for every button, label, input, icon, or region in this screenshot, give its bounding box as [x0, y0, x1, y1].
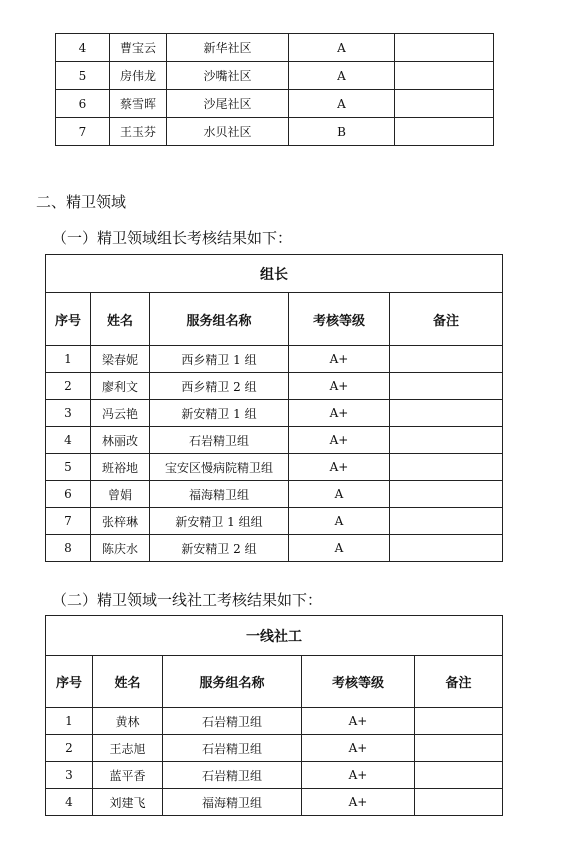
column-header: 序号 [46, 656, 93, 708]
row-number: 3 [46, 400, 91, 427]
grade: A+ [302, 708, 415, 735]
table-row [46, 400, 503, 427]
section-heading: 二、精卫领域 [36, 193, 127, 211]
row-number: 8 [46, 535, 91, 562]
table-title: 组长 [46, 255, 503, 293]
column-header: 姓名 [93, 656, 163, 708]
row-number: 2 [46, 373, 91, 400]
row-number: 1 [46, 346, 91, 373]
table-row [46, 535, 503, 562]
row-number: 4 [46, 789, 93, 816]
note [390, 346, 503, 373]
person-name: 陈庆水 [91, 535, 150, 562]
row-number: 7 [56, 118, 110, 146]
note [390, 400, 503, 427]
table-row [46, 427, 503, 454]
community-name: 新华社区 [167, 34, 289, 62]
group-name: 石岩精卫组 [150, 427, 289, 454]
row-number: 4 [56, 34, 110, 62]
person-name: 林丽改 [91, 427, 150, 454]
note [415, 762, 503, 789]
workers-result-table [45, 615, 503, 816]
person-name: 班裕地 [91, 454, 150, 481]
grade: A [289, 481, 390, 508]
table-row [46, 454, 503, 481]
grade: B [289, 118, 395, 146]
group-name: 福海精卫组 [150, 481, 289, 508]
person-name: 曾娟 [91, 481, 150, 508]
column-header: 服务组名称 [150, 293, 289, 346]
row-number: 5 [46, 454, 91, 481]
group-name: 宝安区慢病院精卫组 [150, 454, 289, 481]
row-number: 7 [46, 508, 91, 535]
person-name: 曹宝云 [110, 34, 167, 62]
community-name: 沙嘴社区 [167, 62, 289, 90]
table-row [56, 34, 494, 62]
grade: A [289, 535, 390, 562]
grade: A [289, 62, 395, 90]
grade: A+ [289, 346, 390, 373]
table-row [46, 708, 503, 735]
person-name: 梁春妮 [91, 346, 150, 373]
table-row [46, 508, 503, 535]
grade: A+ [289, 454, 390, 481]
row-number: 6 [46, 481, 91, 508]
note [390, 373, 503, 400]
group-name: 新安精卫 2 组 [150, 535, 289, 562]
table-row [46, 789, 503, 816]
community-name: 沙尾社区 [167, 90, 289, 118]
grade: A [289, 34, 395, 62]
note [415, 789, 503, 816]
note [395, 118, 494, 146]
row-number: 4 [46, 427, 91, 454]
person-name: 黄林 [93, 708, 163, 735]
grade: A+ [302, 789, 415, 816]
group-name: 西乡精卫 2 组 [150, 373, 289, 400]
column-header: 备注 [390, 293, 503, 346]
table-row [46, 481, 503, 508]
row-number: 6 [56, 90, 110, 118]
grade: A+ [302, 762, 415, 789]
column-header: 序号 [46, 293, 91, 346]
subsection-heading-workers: （二）精卫领域一线社工考核结果如下： [52, 591, 323, 609]
note [390, 427, 503, 454]
note [390, 535, 503, 562]
note [390, 508, 503, 535]
person-name: 蔡雪晖 [110, 90, 167, 118]
group-name: 石岩精卫组 [163, 762, 302, 789]
table-row [46, 373, 503, 400]
note [390, 454, 503, 481]
row-number: 2 [46, 735, 93, 762]
table-title: 一线社工 [46, 616, 503, 656]
group-name: 新安精卫 1 组组 [150, 508, 289, 535]
group-name: 福海精卫组 [163, 789, 302, 816]
table-row [46, 735, 503, 762]
person-name: 冯云艳 [91, 400, 150, 427]
table-row [56, 118, 494, 146]
grade: A+ [302, 735, 415, 762]
group-name: 新安精卫 1 组 [150, 400, 289, 427]
note [395, 90, 494, 118]
table-row [46, 762, 503, 789]
person-name: 蓝平香 [93, 762, 163, 789]
person-name: 王志旭 [93, 735, 163, 762]
note [415, 708, 503, 735]
column-header: 服务组名称 [163, 656, 302, 708]
grade: A+ [289, 427, 390, 454]
community-name: 水贝社区 [167, 118, 289, 146]
table-header-row [46, 656, 503, 708]
group-name: 西乡精卫 1 组 [150, 346, 289, 373]
subsection-heading-leaders: （一）精卫领域组长考核结果如下： [52, 229, 293, 247]
leaders-result-table [45, 254, 503, 562]
person-name: 张梓琳 [91, 508, 150, 535]
note [415, 735, 503, 762]
community-result-table [55, 33, 494, 146]
person-name: 廖利文 [91, 373, 150, 400]
column-header: 姓名 [91, 293, 150, 346]
grade: A [289, 508, 390, 535]
table-header-row [46, 293, 503, 346]
grade: A [289, 90, 395, 118]
note [395, 62, 494, 90]
row-number: 5 [56, 62, 110, 90]
note [395, 34, 494, 62]
row-number: 3 [46, 762, 93, 789]
grade: A+ [289, 373, 390, 400]
column-header: 备注 [415, 656, 503, 708]
row-number: 1 [46, 708, 93, 735]
group-name: 石岩精卫组 [163, 735, 302, 762]
person-name: 王玉芬 [110, 118, 167, 146]
table-row [46, 346, 503, 373]
table-row [56, 90, 494, 118]
note [390, 481, 503, 508]
person-name: 房伟龙 [110, 62, 167, 90]
table-row [56, 62, 494, 90]
grade: A+ [289, 400, 390, 427]
person-name: 刘建飞 [93, 789, 163, 816]
group-name: 石岩精卫组 [163, 708, 302, 735]
column-header: 考核等级 [289, 293, 390, 346]
column-header: 考核等级 [302, 656, 415, 708]
